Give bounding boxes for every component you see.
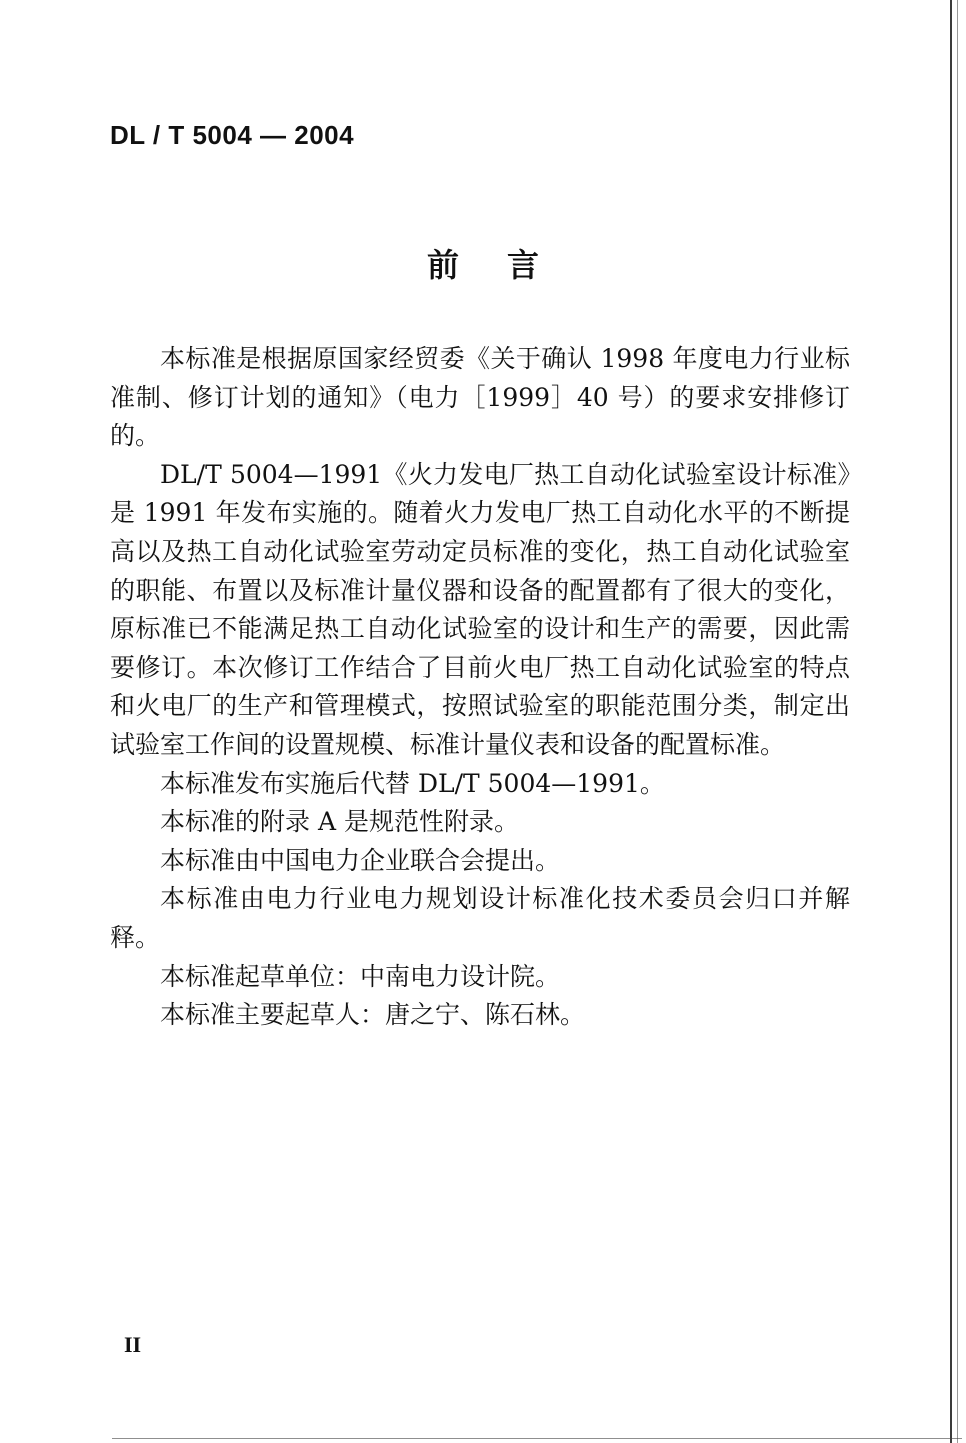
page-bottom-line	[112, 1438, 962, 1439]
page-title: 前言	[426, 246, 587, 284]
paragraph: 本标准的附录 A 是规范性附录。	[160, 807, 519, 837]
page-edge-line	[950, 0, 952, 1443]
body-text	[110, 340, 850, 1035]
paragraph: 本标准由电力行业电力规划设计标准化技术委员会归口并解释。	[110, 884, 850, 952]
paragraph: 本标准起草单位：中南电力设计院。	[160, 961, 561, 991]
page-edge-line-secondary	[957, 0, 958, 1443]
standard-code: DL / T 5004 — 2004	[110, 120, 355, 150]
paragraph: 本标准是根据原国家经贸委《关于确认 1998 年度电力行业标准制、修订计划的通知》（电力［1999］40 号）的要求安排修订的。	[110, 344, 850, 451]
paragraph: DL/T 5004—1991《火力发电厂热工自动化试验室设计标准》是 1991 年发布实施的。随着火力发电厂热工自动化水平的不断提高以及热工自动化试验室劳动定员标准的变化，热工自动化试验室的职能、布置以及标准计量仪器和设备的配置都有了很大的变化，原标准已不能满足热工自动化试验室的设计和生产的需要，因此需要修订。本次修订工作结合了目前火电厂热工自动化试验室的特点和火电厂的生产和管理模式，按照试验室的职能范围分类，制定出试验室工作间的设置规模、标准计量仪表和设备的配置标准。	[110, 459, 850, 759]
paragraph: 本标准主要起草人：唐之宁、陈石林。	[160, 1000, 586, 1030]
page-number: II	[124, 1332, 142, 1357]
paragraph: 本标准由中国电力企业联合会提出。	[160, 845, 561, 875]
paragraph: 本标准发布实施后代替 DL/T 5004—1991。	[160, 768, 665, 798]
